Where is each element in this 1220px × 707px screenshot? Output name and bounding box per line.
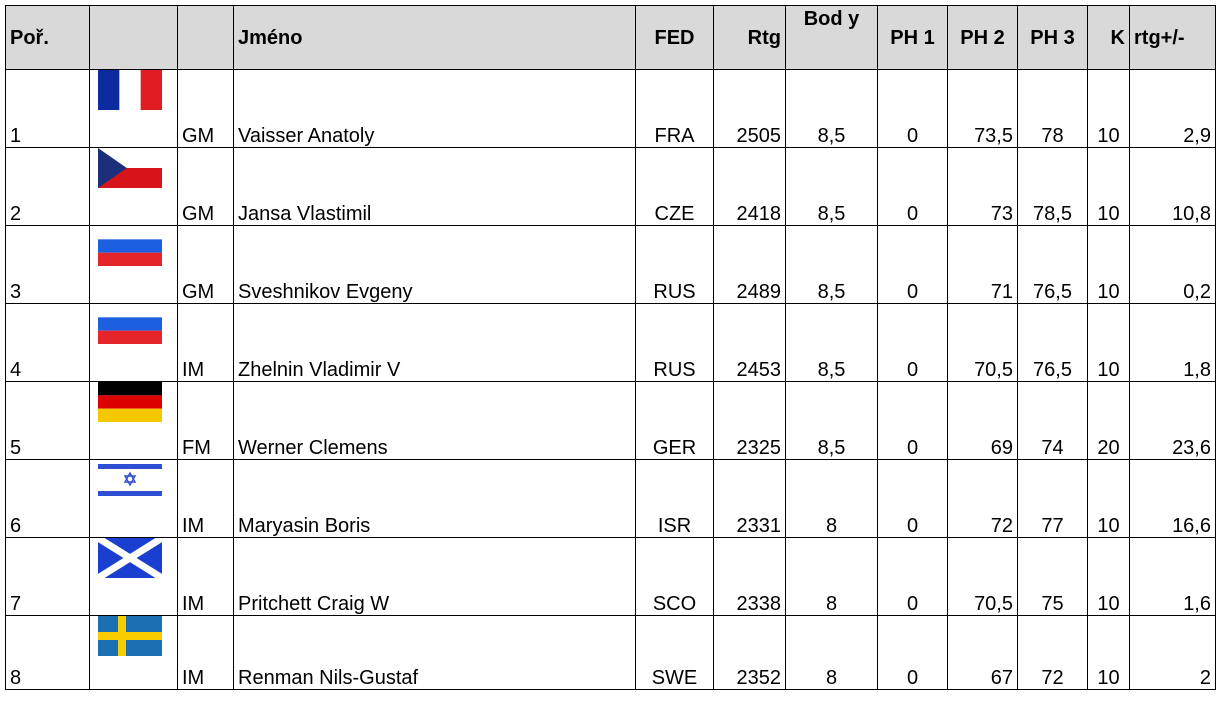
cell-ph1: 0 bbox=[878, 460, 948, 538]
cell-ph2: 67 bbox=[948, 616, 1018, 690]
cell-rank: 8 bbox=[6, 616, 90, 690]
header-ph2: PH 2 bbox=[948, 6, 1018, 70]
cell-flag bbox=[90, 382, 178, 460]
cell-rank: 2 bbox=[6, 148, 90, 226]
header-k: K bbox=[1088, 6, 1130, 70]
france-flag-icon bbox=[98, 70, 162, 110]
cell-rtg-diff: 1,8 bbox=[1130, 304, 1216, 382]
cell-flag bbox=[90, 148, 178, 226]
sweden-flag-icon bbox=[98, 616, 162, 656]
table-row bbox=[6, 616, 1216, 690]
header-title bbox=[178, 6, 234, 70]
cell-rank: 1 bbox=[6, 70, 90, 148]
cell-rank: 5 bbox=[6, 382, 90, 460]
scotland-flag-icon bbox=[98, 538, 162, 578]
cell-k: 10 bbox=[1088, 616, 1130, 690]
cell-title: IM bbox=[178, 538, 234, 616]
cell-rtg: 2331 bbox=[714, 460, 786, 538]
russia-flag-icon bbox=[98, 304, 162, 344]
cell-name: Sveshnikov Evgeny bbox=[234, 226, 636, 304]
cell-title: IM bbox=[178, 304, 234, 382]
cell-rtg: 2418 bbox=[714, 148, 786, 226]
cell-ph2: 69 bbox=[948, 382, 1018, 460]
table-row bbox=[6, 538, 1216, 616]
cell-rtg-diff: 16,6 bbox=[1130, 460, 1216, 538]
cell-name: Maryasin Boris bbox=[234, 460, 636, 538]
cell-k: 10 bbox=[1088, 148, 1130, 226]
czech-flag-icon bbox=[98, 148, 162, 188]
cell-ph2: 70,5 bbox=[948, 538, 1018, 616]
cell-points: 8 bbox=[786, 538, 878, 616]
cell-points: 8 bbox=[786, 460, 878, 538]
cell-k: 10 bbox=[1088, 538, 1130, 616]
cell-k: 10 bbox=[1088, 460, 1130, 538]
cell-rank: 4 bbox=[6, 304, 90, 382]
cell-k: 10 bbox=[1088, 70, 1130, 148]
cell-flag bbox=[90, 70, 178, 148]
cell-points: 8,5 bbox=[786, 226, 878, 304]
cell-title: GM bbox=[178, 148, 234, 226]
cell-k: 10 bbox=[1088, 226, 1130, 304]
cell-fed: FRA bbox=[636, 70, 714, 148]
cell-fed: GER bbox=[636, 382, 714, 460]
cell-ph2: 70,5 bbox=[948, 304, 1018, 382]
header-points: Bod y bbox=[786, 6, 878, 70]
table-row bbox=[6, 70, 1216, 148]
cell-title: IM bbox=[178, 616, 234, 690]
cell-flag bbox=[90, 226, 178, 304]
cell-rank: 6 bbox=[6, 460, 90, 538]
cell-ph3: 78 bbox=[1018, 70, 1088, 148]
cell-name: Renman Nils-Gustaf bbox=[234, 616, 636, 690]
cell-rtg-diff: 10,8 bbox=[1130, 148, 1216, 226]
cell-ph3: 77 bbox=[1018, 460, 1088, 538]
cell-fed: CZE bbox=[636, 148, 714, 226]
cell-rank: 3 bbox=[6, 226, 90, 304]
cell-points: 8 bbox=[786, 616, 878, 690]
standings-table bbox=[5, 5, 1216, 690]
cell-name: Pritchett Craig W bbox=[234, 538, 636, 616]
cell-points: 8,5 bbox=[786, 382, 878, 460]
table-row bbox=[6, 382, 1216, 460]
cell-name: Vaisser Anatoly bbox=[234, 70, 636, 148]
header-row bbox=[6, 6, 1216, 70]
cell-ph3: 75 bbox=[1018, 538, 1088, 616]
cell-ph2: 71 bbox=[948, 226, 1018, 304]
cell-name: Werner Clemens bbox=[234, 382, 636, 460]
cell-name: Jansa Vlastimil bbox=[234, 148, 636, 226]
cell-flag bbox=[90, 460, 178, 538]
cell-flag bbox=[90, 616, 178, 690]
cell-points: 8,5 bbox=[786, 70, 878, 148]
cell-title: GM bbox=[178, 226, 234, 304]
table-row bbox=[6, 304, 1216, 382]
cell-rtg-diff: 2 bbox=[1130, 616, 1216, 690]
cell-ph1: 0 bbox=[878, 148, 948, 226]
cell-rtg-diff: 2,9 bbox=[1130, 70, 1216, 148]
cell-rank: 7 bbox=[6, 538, 90, 616]
cell-fed: SWE bbox=[636, 616, 714, 690]
cell-title: FM bbox=[178, 382, 234, 460]
cell-rtg: 2505 bbox=[714, 70, 786, 148]
cell-rtg: 2338 bbox=[714, 538, 786, 616]
cell-ph3: 78,5 bbox=[1018, 148, 1088, 226]
table-row bbox=[6, 148, 1216, 226]
cell-ph3: 76,5 bbox=[1018, 226, 1088, 304]
table-row bbox=[6, 460, 1216, 538]
header-rtg-diff: rtg+/- bbox=[1130, 6, 1216, 70]
cell-rtg-diff: 0,2 bbox=[1130, 226, 1216, 304]
cell-fed: SCO bbox=[636, 538, 714, 616]
cell-rtg: 2489 bbox=[714, 226, 786, 304]
cell-name: Zhelnin Vladimir V bbox=[234, 304, 636, 382]
russia-flag-icon bbox=[98, 226, 162, 266]
header-ph1: PH 1 bbox=[878, 6, 948, 70]
cell-fed: RUS bbox=[636, 304, 714, 382]
germany-flag-icon bbox=[98, 382, 162, 422]
header-name: Jméno bbox=[234, 6, 636, 70]
cell-ph2: 72 bbox=[948, 460, 1018, 538]
cell-ph3: 74 bbox=[1018, 382, 1088, 460]
cell-ph3: 76,5 bbox=[1018, 304, 1088, 382]
cell-rtg-diff: 1,6 bbox=[1130, 538, 1216, 616]
cell-fed: RUS bbox=[636, 226, 714, 304]
cell-rtg: 2325 bbox=[714, 382, 786, 460]
cell-ph2: 73 bbox=[948, 148, 1018, 226]
israel-flag-icon bbox=[98, 460, 162, 500]
cell-ph1: 0 bbox=[878, 382, 948, 460]
header-rtg: Rtg bbox=[714, 6, 786, 70]
cell-ph1: 0 bbox=[878, 304, 948, 382]
table-row bbox=[6, 226, 1216, 304]
header-ph3: PH 3 bbox=[1018, 6, 1088, 70]
cell-rtg-diff: 23,6 bbox=[1130, 382, 1216, 460]
header-rank: Poř. bbox=[6, 6, 90, 70]
header-flag bbox=[90, 6, 178, 70]
header-fed: FED bbox=[636, 6, 714, 70]
cell-points: 8,5 bbox=[786, 148, 878, 226]
cell-k: 20 bbox=[1088, 382, 1130, 460]
cell-rtg: 2453 bbox=[714, 304, 786, 382]
cell-flag bbox=[90, 538, 178, 616]
cell-rtg: 2352 bbox=[714, 616, 786, 690]
cell-k: 10 bbox=[1088, 304, 1130, 382]
cell-flag bbox=[90, 304, 178, 382]
cell-ph1: 0 bbox=[878, 70, 948, 148]
cell-title: GM bbox=[178, 70, 234, 148]
cell-title: IM bbox=[178, 460, 234, 538]
cell-ph1: 0 bbox=[878, 616, 948, 690]
cell-ph2: 73,5 bbox=[948, 70, 1018, 148]
cell-points: 8,5 bbox=[786, 304, 878, 382]
cell-ph3: 72 bbox=[1018, 616, 1088, 690]
cell-ph1: 0 bbox=[878, 538, 948, 616]
cell-fed: ISR bbox=[636, 460, 714, 538]
cell-ph1: 0 bbox=[878, 226, 948, 304]
